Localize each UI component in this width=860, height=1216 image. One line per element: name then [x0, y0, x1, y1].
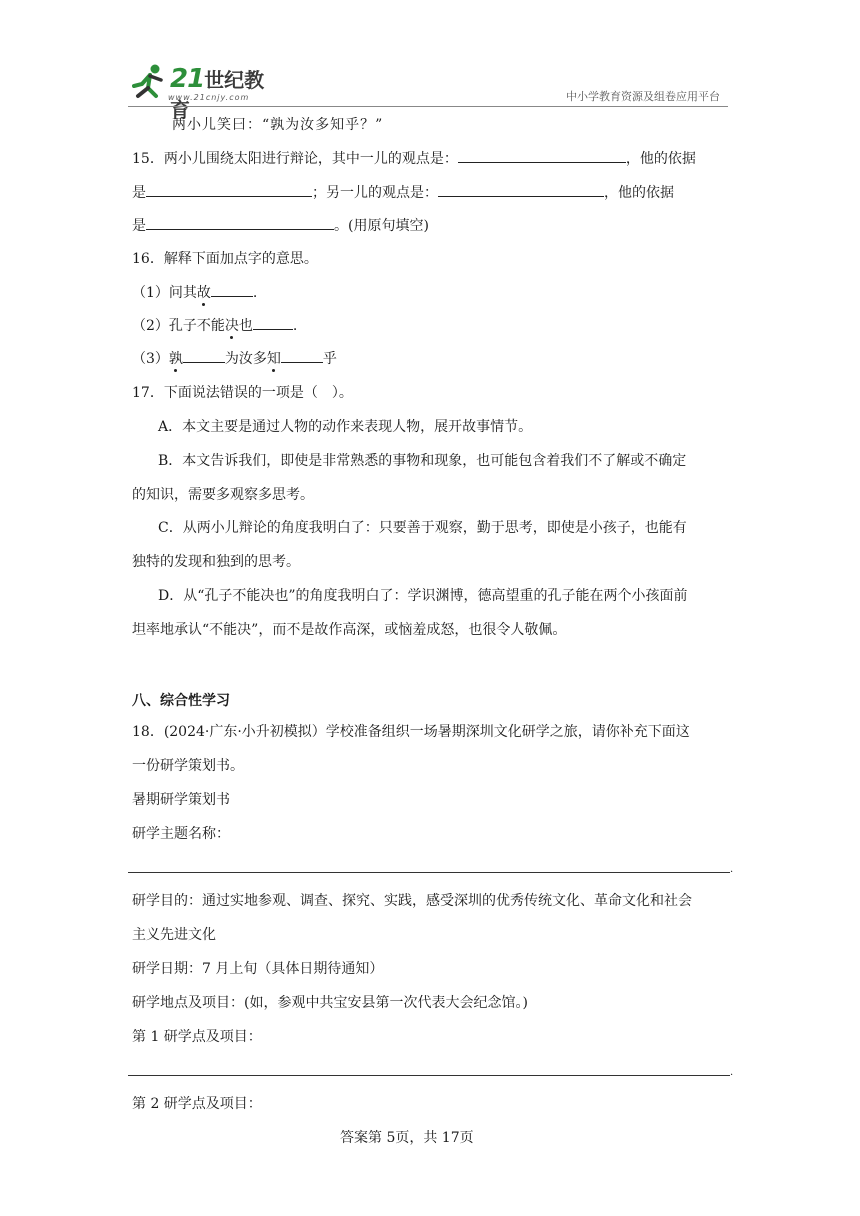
answer-blank[interactable]	[183, 348, 225, 363]
logo-text: 21世纪教育	[170, 64, 265, 122]
answer-blank[interactable]	[253, 315, 293, 330]
study-point-1-label: 第 1 研学点及项目：	[132, 1029, 262, 1045]
option-d-line2: 坦率地承认“不能决”，而不是故作高深，或恼羞成怒，也很令人敬佩。	[132, 622, 567, 638]
option-b-line2: 的知识，需要多观察多思考。	[132, 487, 314, 503]
question-18-line2: 一份研学策划书。	[132, 758, 244, 774]
answer-blank[interactable]	[146, 182, 312, 197]
option-b-line1[interactable]: B．本文告诉我们，即使是非常熟悉的事物和现象，也可能包含着我们不了解或不确定	[158, 453, 687, 469]
purpose-line1: 研学目的：通过实地参观、调查、探究、实践，感受深圳的优秀传统文化、革命文化和社会	[132, 893, 692, 909]
question-16-item2: （2）孔子不能决也 .	[132, 315, 297, 335]
answer-blank[interactable]	[211, 282, 253, 297]
point-1-answer-line[interactable]	[128, 1075, 730, 1076]
question-16-item1: （1）问其故 .	[132, 282, 257, 302]
option-d-line1[interactable]: D．从“孔子不能决也”的角度我明白了：学识渊博，德高望重的孔子能在两个小孩面前	[158, 588, 688, 604]
answer-blank[interactable]	[281, 348, 323, 363]
logo	[128, 62, 268, 122]
platform-name: 中小学教育资源及组卷应用平台	[566, 90, 720, 103]
runner-logo-icon	[128, 62, 168, 102]
question-15-line2: 是 ；另一儿的观点是： ，他的依据	[132, 182, 674, 202]
study-date: 研学日期：7 月上旬（具体日期待通知）	[132, 961, 384, 977]
answer-blank[interactable]	[438, 182, 604, 197]
question-17-stem: 17．下面说法错误的一项是（ ）。	[132, 385, 353, 401]
question-18-line1: 18．(2024·广东·小升初模拟）学校准备组织一场暑期深圳文化研学之旅，请你补充下面这	[132, 724, 690, 740]
theme-answer-line[interactable]	[128, 872, 730, 873]
question-15-line3: 是 。(用原句填空)	[132, 215, 429, 235]
section-8-title: 八、综合性学习	[132, 693, 230, 709]
purpose-line2: 主义先进文化	[132, 927, 216, 943]
question-16-stem: 16．解释下面加点字的意思。	[132, 251, 318, 267]
passage-tail: 两小儿笑曰：“孰为汝多知乎？”	[172, 117, 384, 133]
line-end-mark: .	[730, 864, 734, 875]
question-16-item3: （3）孰 为汝多知 乎	[132, 348, 337, 368]
line-end-mark: .	[730, 1067, 734, 1078]
option-c-line1[interactable]: C．从两小儿辩论的角度我明白了：只要善于观察，勤于思考，即使是小孩子，也能有	[158, 520, 687, 536]
option-a[interactable]: A．本文主要是通过人物的动作来表现人物，展开故事情节。	[158, 419, 533, 435]
option-c-line2: 独特的发现和独到的思考。	[132, 554, 300, 570]
plan-title: 暑期研学策划书	[132, 792, 230, 808]
header-divider	[128, 106, 728, 107]
question-15-line1: 15．两小儿围绕太阳进行辩论，其中一儿的观点是： ，他的依据	[132, 148, 696, 168]
study-point-2-label: 第 2 研学点及项目：	[132, 1096, 262, 1112]
theme-label: 研学主题名称：	[132, 826, 230, 842]
page-number: 答案第 5页，共 17页	[340, 1130, 474, 1146]
answer-blank[interactable]	[146, 215, 334, 230]
answer-blank[interactable]	[458, 148, 626, 163]
study-place: 研学地点及项目：(如，参观中共宝安县第一次代表大会纪念馆。)	[132, 995, 528, 1011]
logo-url: www.21cnjy.com	[168, 93, 250, 102]
